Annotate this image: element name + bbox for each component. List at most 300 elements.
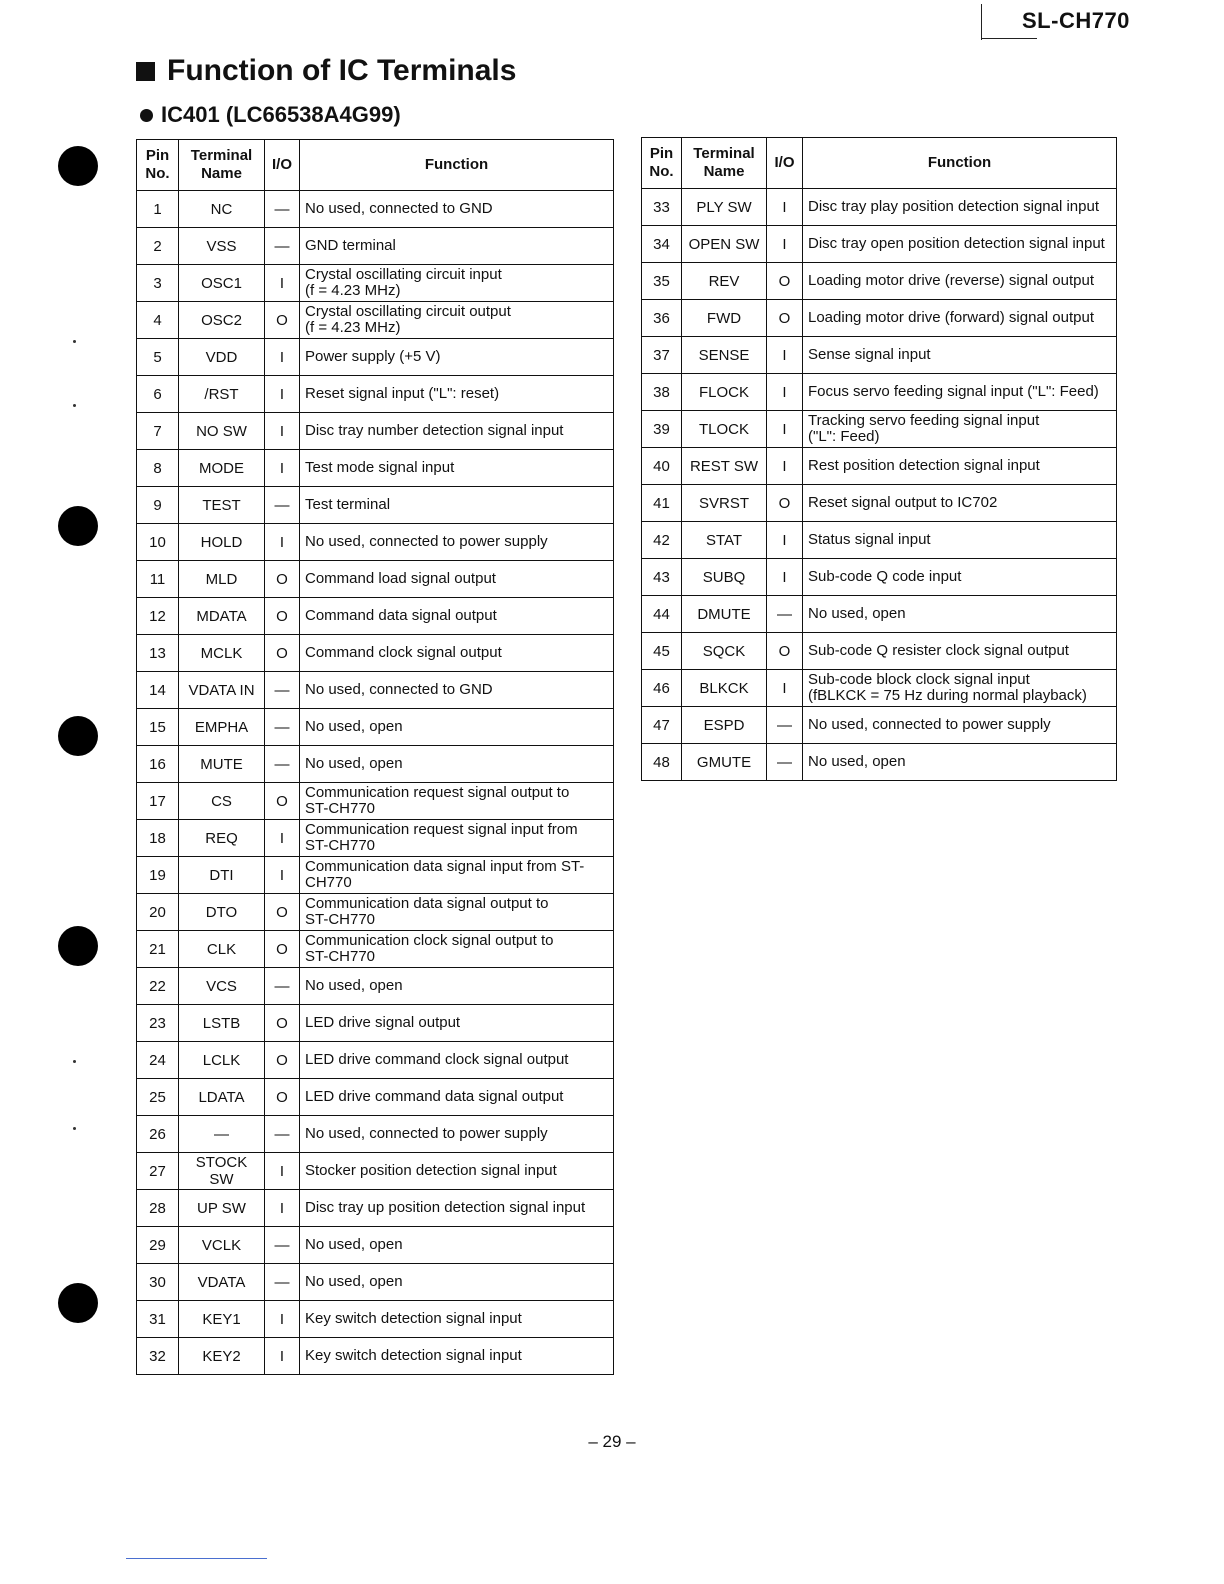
function-text: Status signal input bbox=[808, 531, 931, 548]
function-text: Focus servo feeding signal input ("L": Feed) bbox=[808, 383, 1099, 400]
io-cell: O bbox=[767, 300, 803, 337]
square-bullet-icon bbox=[136, 62, 155, 81]
pin-cell: 8 bbox=[137, 450, 179, 487]
io-cell: I bbox=[265, 1190, 300, 1227]
terminal-name-cell: TEST bbox=[179, 487, 265, 524]
pin-cell: 16 bbox=[137, 746, 179, 783]
terminal-name-cell: REST SW bbox=[682, 448, 767, 485]
io-cell: O bbox=[265, 1079, 300, 1116]
terminal-name-cell: VDATA IN bbox=[179, 672, 265, 709]
function-cell bbox=[300, 450, 614, 487]
terminal-name-cell: DTI bbox=[179, 857, 265, 894]
scan-speck bbox=[73, 340, 76, 343]
function-text: Stocker position detection signal input bbox=[305, 1162, 557, 1179]
function-text: Reset signal output to IC702 bbox=[808, 494, 998, 511]
table-header-row bbox=[642, 138, 1117, 189]
function-text: Communication data signal input from ST- bbox=[305, 858, 585, 875]
terminal-name-cell: UP SW bbox=[179, 1190, 265, 1227]
table-row bbox=[642, 596, 1117, 633]
function-cell bbox=[300, 1190, 614, 1227]
function-text-line2: ("L": Feed) bbox=[808, 428, 880, 445]
io-cell: I bbox=[767, 670, 803, 707]
io-cell: — bbox=[265, 1116, 300, 1153]
io-cell: I bbox=[767, 559, 803, 596]
function-text: Test mode signal input bbox=[305, 459, 455, 476]
function-cell bbox=[300, 265, 614, 302]
terminal-name-cell: SVRST bbox=[682, 485, 767, 522]
table-row bbox=[137, 561, 614, 598]
pin-cell: 11 bbox=[137, 561, 179, 598]
pin-cell: 14 bbox=[137, 672, 179, 709]
terminal-name-cell: CS bbox=[179, 783, 265, 820]
pin-cell: 36 bbox=[642, 300, 682, 337]
table-row bbox=[137, 635, 614, 672]
io-cell: O bbox=[767, 263, 803, 300]
pin-cell: 41 bbox=[642, 485, 682, 522]
function-text: Power supply (+5 V) bbox=[305, 348, 441, 365]
function-text: No used, connected to GND bbox=[305, 200, 493, 217]
pin-table-left-body bbox=[137, 191, 614, 1375]
function-cell bbox=[300, 783, 614, 820]
table-row bbox=[137, 1338, 614, 1375]
table-row bbox=[137, 820, 614, 857]
function-text: Tracking servo feeding signal input bbox=[808, 412, 1040, 429]
terminal-name-cell: /RST bbox=[179, 376, 265, 413]
footer-line bbox=[126, 1558, 267, 1559]
function-text: Loading motor drive (forward) signal output bbox=[808, 309, 1094, 326]
pin-cell: 22 bbox=[137, 968, 179, 1005]
table-row bbox=[137, 931, 614, 968]
function-text-line2: (f = 4.23 MHz) bbox=[305, 319, 401, 336]
terminal-name-cell: PLY SW bbox=[682, 189, 767, 226]
io-cell: O bbox=[265, 302, 300, 339]
io-cell: — bbox=[265, 746, 300, 783]
function-cell bbox=[300, 413, 614, 450]
terminal-name-cell: VCS bbox=[179, 968, 265, 1005]
table-row bbox=[137, 450, 614, 487]
header-rule-bottom bbox=[981, 38, 1037, 39]
io-cell: O bbox=[265, 635, 300, 672]
function-text: Disc tray up position detection signal input bbox=[305, 1199, 586, 1216]
pin-cell: 10 bbox=[137, 524, 179, 561]
table-row bbox=[642, 633, 1117, 670]
terminal-name-cell: VDATA bbox=[179, 1264, 265, 1301]
io-cell: — bbox=[265, 1264, 300, 1301]
terminal-name-cell: OSC2 bbox=[179, 302, 265, 339]
pin-cell: 42 bbox=[642, 522, 682, 559]
function-text: Communication data signal output to bbox=[305, 895, 549, 912]
function-text: Command load signal output bbox=[305, 570, 496, 587]
pin-table-left bbox=[136, 139, 614, 1375]
pin-cell: 25 bbox=[137, 1079, 179, 1116]
io-cell: I bbox=[767, 226, 803, 263]
pin-cell: 13 bbox=[137, 635, 179, 672]
function-cell bbox=[300, 487, 614, 524]
terminal-name-cell: MLD bbox=[179, 561, 265, 598]
table-row bbox=[137, 302, 614, 339]
function-text-line2: ST-CH770 bbox=[305, 837, 376, 854]
scan-speck bbox=[73, 1060, 76, 1063]
pin-cell: 1 bbox=[137, 191, 179, 228]
function-text: No used, connected to power supply bbox=[305, 533, 548, 550]
function-text: GND terminal bbox=[305, 237, 396, 254]
io-cell: I bbox=[265, 1153, 300, 1190]
table-row bbox=[642, 411, 1117, 448]
terminal-name-cell: SUBQ bbox=[682, 559, 767, 596]
io-cell: O bbox=[265, 783, 300, 820]
io-cell: O bbox=[767, 633, 803, 670]
function-text: LED drive command clock signal output bbox=[305, 1051, 569, 1068]
terminal-name-cell: KEY2 bbox=[179, 1338, 265, 1375]
function-text: LED drive signal output bbox=[305, 1014, 461, 1031]
io-cell: — bbox=[265, 228, 300, 265]
function-text: No used, connected to GND bbox=[305, 681, 493, 698]
table-row bbox=[642, 522, 1117, 559]
function-cell bbox=[300, 228, 614, 265]
pin-cell: 20 bbox=[137, 894, 179, 931]
table-row bbox=[642, 485, 1117, 522]
function-cell bbox=[803, 337, 1117, 374]
table-row bbox=[137, 524, 614, 561]
function-cell bbox=[803, 485, 1117, 522]
function-cell bbox=[300, 1338, 614, 1375]
function-text: Sense signal input bbox=[808, 346, 931, 363]
io-cell: I bbox=[265, 820, 300, 857]
table-row bbox=[137, 1042, 614, 1079]
column-header-function: Function bbox=[300, 140, 614, 191]
table-row bbox=[137, 1227, 614, 1264]
table-row bbox=[642, 337, 1117, 374]
ic-title-text: IC401 (LC66538A4G99) bbox=[161, 102, 401, 127]
table-row bbox=[137, 1153, 614, 1190]
io-cell: — bbox=[767, 707, 803, 744]
io-cell: — bbox=[265, 709, 300, 746]
function-cell bbox=[300, 1079, 614, 1116]
table-row bbox=[137, 672, 614, 709]
terminal-name-cell: LCLK bbox=[179, 1042, 265, 1079]
scan-speck bbox=[73, 404, 76, 407]
pin-cell: 45 bbox=[642, 633, 682, 670]
function-cell bbox=[300, 820, 614, 857]
function-cell bbox=[803, 411, 1117, 448]
function-cell bbox=[803, 559, 1117, 596]
io-cell: O bbox=[265, 1042, 300, 1079]
io-cell: — bbox=[265, 968, 300, 1005]
function-text-line2: ST-CH770 bbox=[305, 948, 376, 965]
function-text: Key switch detection signal input bbox=[305, 1347, 522, 1364]
table-row bbox=[137, 191, 614, 228]
pin-cell: 31 bbox=[137, 1301, 179, 1338]
terminal-name-cell: GMUTE bbox=[682, 744, 767, 781]
function-cell bbox=[803, 189, 1117, 226]
pin-cell: 29 bbox=[137, 1227, 179, 1264]
function-cell bbox=[300, 709, 614, 746]
terminal-name-cell: MCLK bbox=[179, 635, 265, 672]
io-cell: I bbox=[265, 857, 300, 894]
function-cell bbox=[300, 857, 614, 894]
function-cell bbox=[803, 263, 1117, 300]
io-cell: — bbox=[265, 487, 300, 524]
table-row bbox=[642, 189, 1117, 226]
function-cell bbox=[300, 1264, 614, 1301]
io-cell: I bbox=[767, 337, 803, 374]
pin-cell: 44 bbox=[642, 596, 682, 633]
function-cell bbox=[300, 1301, 614, 1338]
io-cell: I bbox=[265, 339, 300, 376]
table-row bbox=[137, 746, 614, 783]
table-row bbox=[642, 226, 1117, 263]
io-cell: — bbox=[265, 672, 300, 709]
terminal-name-cell: REV bbox=[682, 263, 767, 300]
dot-bullet-icon bbox=[140, 109, 153, 122]
pin-cell: 4 bbox=[137, 302, 179, 339]
terminal-name-cell: MUTE bbox=[179, 746, 265, 783]
table-row bbox=[137, 1079, 614, 1116]
pin-cell: 2 bbox=[137, 228, 179, 265]
io-cell: O bbox=[265, 598, 300, 635]
function-text: No used, connected to power supply bbox=[808, 716, 1051, 733]
io-cell: I bbox=[767, 374, 803, 411]
column-header-name: Terminal Name bbox=[682, 138, 767, 189]
terminal-name-cell: OPEN SW bbox=[682, 226, 767, 263]
table-row bbox=[642, 263, 1117, 300]
pin-cell: 5 bbox=[137, 339, 179, 376]
table-row bbox=[137, 1116, 614, 1153]
column-header-pin: Pin No. bbox=[137, 140, 179, 191]
pin-cell: 39 bbox=[642, 411, 682, 448]
pin-cell: 6 bbox=[137, 376, 179, 413]
pin-cell: 19 bbox=[137, 857, 179, 894]
pin-cell: 3 bbox=[137, 265, 179, 302]
io-cell: — bbox=[265, 191, 300, 228]
terminal-name-cell: NO SW bbox=[179, 413, 265, 450]
table-row bbox=[137, 1005, 614, 1042]
table-row bbox=[642, 744, 1117, 781]
function-cell bbox=[300, 746, 614, 783]
table-row bbox=[137, 265, 614, 302]
terminal-name-cell: STOCK SW bbox=[179, 1153, 265, 1190]
table-row bbox=[137, 1190, 614, 1227]
function-text: Crystal oscillating circuit output bbox=[305, 303, 511, 320]
function-cell bbox=[300, 339, 614, 376]
function-cell bbox=[803, 226, 1117, 263]
column-header-name: Terminal Name bbox=[179, 140, 265, 191]
terminal-name-cell: NC bbox=[179, 191, 265, 228]
function-text: Disc tray play position detection signal input bbox=[808, 198, 1099, 215]
column-header-function: Function bbox=[803, 138, 1117, 189]
pin-cell: 24 bbox=[137, 1042, 179, 1079]
function-cell bbox=[300, 968, 614, 1005]
function-text-line2: ST-CH770 bbox=[305, 800, 376, 817]
function-text: No used, connected to power supply bbox=[305, 1125, 548, 1142]
terminal-name-cell: MODE bbox=[179, 450, 265, 487]
terminal-name-cell: FLOCK bbox=[682, 374, 767, 411]
function-text: Crystal oscillating circuit input bbox=[305, 266, 502, 283]
terminal-name-cell: — bbox=[179, 1116, 265, 1153]
table-row bbox=[137, 413, 614, 450]
function-cell bbox=[300, 894, 614, 931]
io-cell: I bbox=[767, 448, 803, 485]
io-cell: I bbox=[265, 1301, 300, 1338]
pin-cell: 48 bbox=[642, 744, 682, 781]
terminal-name-cell: DMUTE bbox=[682, 596, 767, 633]
pin-cell: 37 bbox=[642, 337, 682, 374]
function-text-line2: (f = 4.23 MHz) bbox=[305, 282, 401, 299]
function-text: Key switch detection signal input bbox=[305, 1310, 522, 1327]
table-row bbox=[642, 670, 1117, 707]
function-cell bbox=[300, 191, 614, 228]
pin-cell: 23 bbox=[137, 1005, 179, 1042]
io-cell: I bbox=[265, 1338, 300, 1375]
pin-cell: 27 bbox=[137, 1153, 179, 1190]
io-cell: I bbox=[265, 450, 300, 487]
scan-speck bbox=[73, 1127, 76, 1130]
function-text: Sub-code Q code input bbox=[808, 568, 962, 585]
punch-hole-icon bbox=[58, 716, 98, 756]
function-cell bbox=[803, 744, 1117, 781]
column-header-io: I/O bbox=[265, 140, 300, 191]
pin-cell: 7 bbox=[137, 413, 179, 450]
terminal-name-cell: FWD bbox=[682, 300, 767, 337]
function-cell bbox=[300, 561, 614, 598]
terminal-name-cell: VCLK bbox=[179, 1227, 265, 1264]
function-cell bbox=[300, 1042, 614, 1079]
function-text: No used, open bbox=[305, 755, 403, 772]
terminal-name-cell: VSS bbox=[179, 228, 265, 265]
pin-cell: 33 bbox=[642, 189, 682, 226]
section-title bbox=[136, 54, 516, 88]
pin-cell: 17 bbox=[137, 783, 179, 820]
function-cell bbox=[300, 635, 614, 672]
function-cell bbox=[300, 672, 614, 709]
io-cell: I bbox=[767, 411, 803, 448]
function-text: Sub-code Q resister clock signal output bbox=[808, 642, 1069, 659]
pin-cell: 40 bbox=[642, 448, 682, 485]
io-cell: I bbox=[265, 376, 300, 413]
pin-cell: 34 bbox=[642, 226, 682, 263]
punch-hole-icon bbox=[58, 146, 98, 186]
io-cell: O bbox=[767, 485, 803, 522]
terminal-name-cell: DTO bbox=[179, 894, 265, 931]
table-row bbox=[137, 487, 614, 524]
terminal-name-cell: STAT bbox=[682, 522, 767, 559]
function-cell bbox=[300, 931, 614, 968]
io-cell: O bbox=[265, 1005, 300, 1042]
function-cell bbox=[803, 707, 1117, 744]
terminal-name-cell: CLK bbox=[179, 931, 265, 968]
io-cell: — bbox=[265, 1227, 300, 1264]
terminal-name-cell: SENSE bbox=[682, 337, 767, 374]
function-cell bbox=[300, 1005, 614, 1042]
terminal-name-cell: LDATA bbox=[179, 1079, 265, 1116]
function-cell bbox=[803, 596, 1117, 633]
function-text-line2: ST-CH770 bbox=[305, 911, 376, 928]
io-cell: — bbox=[767, 596, 803, 633]
page-number: – 29 – bbox=[588, 1432, 636, 1451]
terminal-name-cell: MDATA bbox=[179, 598, 265, 635]
function-text: Disc tray open position detection signal input bbox=[808, 235, 1105, 252]
pin-cell: 21 bbox=[137, 931, 179, 968]
function-text: Communication request signal output to bbox=[305, 784, 570, 801]
function-text-line2: CH770 bbox=[305, 874, 352, 891]
function-text: No used, open bbox=[305, 1236, 403, 1253]
function-text: Sub-code block clock signal input bbox=[808, 671, 1030, 688]
pin-cell: 38 bbox=[642, 374, 682, 411]
function-text: LED drive command data signal output bbox=[305, 1088, 564, 1105]
column-header-pin: Pin No. bbox=[642, 138, 682, 189]
table-row bbox=[137, 857, 614, 894]
punch-hole-icon bbox=[58, 926, 98, 966]
table-row bbox=[137, 1264, 614, 1301]
table-row bbox=[642, 448, 1117, 485]
pin-cell: 26 bbox=[137, 1116, 179, 1153]
function-text: Rest position detection signal input bbox=[808, 457, 1040, 474]
function-text: Command data signal output bbox=[305, 607, 497, 624]
io-cell: I bbox=[767, 189, 803, 226]
table-row bbox=[137, 228, 614, 265]
io-cell: I bbox=[265, 413, 300, 450]
table-row bbox=[137, 1301, 614, 1338]
pin-cell: 47 bbox=[642, 707, 682, 744]
function-text: Loading motor drive (reverse) signal output bbox=[808, 272, 1094, 289]
function-text: Disc tray number detection signal input bbox=[305, 422, 564, 439]
terminal-name-cell: LSTB bbox=[179, 1005, 265, 1042]
table-row bbox=[137, 783, 614, 820]
io-cell: O bbox=[265, 561, 300, 598]
table-row bbox=[137, 894, 614, 931]
punch-hole-icon bbox=[58, 1283, 98, 1323]
table-row bbox=[642, 300, 1117, 337]
function-text: Test terminal bbox=[305, 496, 391, 513]
table-row bbox=[137, 339, 614, 376]
terminal-name-cell: VDD bbox=[179, 339, 265, 376]
terminal-name-cell: TLOCK bbox=[682, 411, 767, 448]
table-row bbox=[137, 598, 614, 635]
pin-cell: 28 bbox=[137, 1190, 179, 1227]
table-row bbox=[642, 559, 1117, 596]
function-cell bbox=[300, 524, 614, 561]
terminal-name-cell: KEY1 bbox=[179, 1301, 265, 1338]
table-header-row bbox=[137, 140, 614, 191]
function-cell bbox=[300, 302, 614, 339]
function-text: No used, open bbox=[305, 977, 403, 994]
function-text: Command clock signal output bbox=[305, 644, 502, 661]
pin-cell: 35 bbox=[642, 263, 682, 300]
io-cell: I bbox=[265, 524, 300, 561]
function-text: No used, open bbox=[808, 753, 906, 770]
function-text: Communication clock signal output to bbox=[305, 932, 554, 949]
section-title-text: Function of IC Terminals bbox=[167, 54, 517, 87]
pin-cell: 15 bbox=[137, 709, 179, 746]
pin-cell: 43 bbox=[642, 559, 682, 596]
io-cell: I bbox=[265, 265, 300, 302]
io-cell: O bbox=[265, 894, 300, 931]
function-cell bbox=[300, 1116, 614, 1153]
pin-table-right-body bbox=[642, 189, 1117, 781]
pin-cell: 32 bbox=[137, 1338, 179, 1375]
function-cell bbox=[803, 374, 1117, 411]
function-cell bbox=[803, 633, 1117, 670]
model-number: SL-CH770 bbox=[1022, 8, 1130, 33]
terminal-name-cell: OSC1 bbox=[179, 265, 265, 302]
table-row bbox=[137, 968, 614, 1005]
function-text: No used, open bbox=[808, 605, 906, 622]
terminal-name-cell: BLKCK bbox=[682, 670, 767, 707]
pin-cell: 46 bbox=[642, 670, 682, 707]
table-row bbox=[642, 707, 1117, 744]
terminal-name-cell: REQ bbox=[179, 820, 265, 857]
function-text: No used, open bbox=[305, 718, 403, 735]
